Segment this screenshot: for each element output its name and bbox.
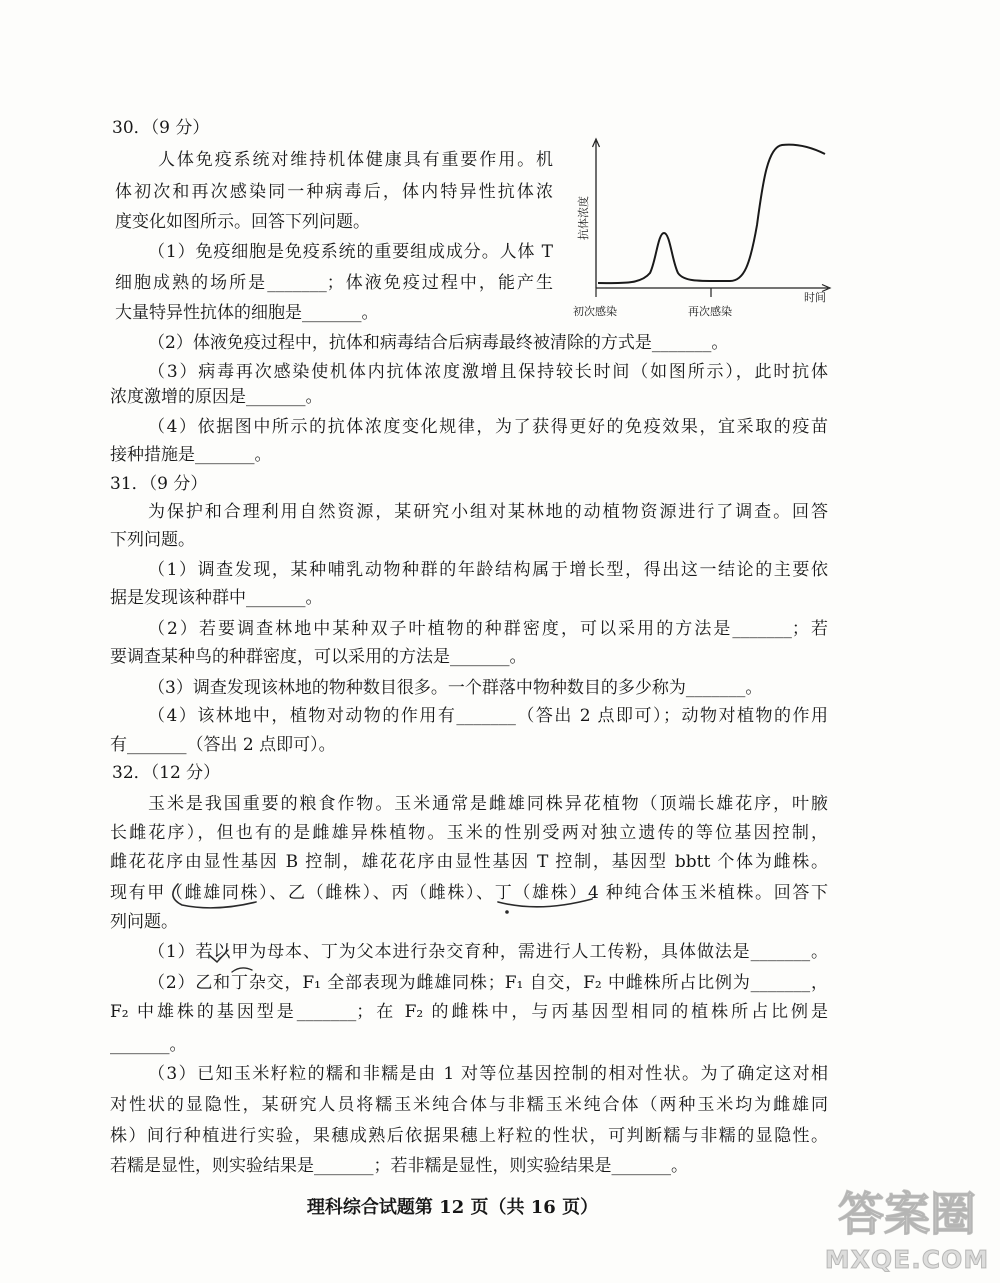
- q32-line-10: （3）已知玉米籽粒的糯和非糯是由 1 对等位基因控制的相对性状。为了确定这对相: [148, 1064, 828, 1084]
- q32-line-6: （1）若以甲为母本、丁为父本进行杂交育种，需进行人工传粉，具体做法是_______。: [148, 942, 828, 962]
- q31-number: 31．（9 分）: [110, 474, 208, 494]
- q30-line-1: 人体免疫系统对维持机体健康具有重要作用。机: [158, 150, 553, 170]
- y-axis-label: 抗体浓度: [577, 196, 590, 240]
- q30-line-3: 度变化如图所示。回答下列问题。: [115, 212, 370, 232]
- q30-line-2: 体初次和再次感染同一种病毒后，体内特异性抗体浓: [115, 182, 553, 202]
- q30-line-4: （1）免疫细胞是免疫系统的重要组成成分。人体 T: [148, 242, 553, 262]
- q30-line-7: （2）体液免疫过程中，抗体和病毒结合后病毒最终被清除的方式是_______。: [148, 333, 729, 353]
- antibody-concentration-figure: [560, 135, 835, 330]
- q32-line-3: 雌花花序由显性基因 B 控制，雄花花序由显性基因 T 控制，基因型 bbtt 个体为雌株。: [110, 852, 828, 872]
- second-infection-label: 再次感染: [688, 305, 732, 318]
- q32-line-1: 玉米是我国重要的粮食作物。玉米通常是雌雄同株异花植物（顶端长雄花序，叶腋: [148, 794, 828, 814]
- q31-line-7: （3）调查发现该林地的物种数目很多。一个群落中物种数目的多少称为_______。: [148, 678, 763, 698]
- q31-line-1: 为保护和合理利用自然资源，某研究小组对某林地的动植物资源进行了调查。回答: [148, 502, 828, 522]
- q32-line-7: （2）乙和丁杂交，F₁ 全部表现为雌雄同株；F₁ 自交，F₂ 中雌株所占比例为_______，: [148, 973, 828, 993]
- watermark-logo: 答案圈: [838, 1187, 976, 1241]
- q32-line-12: 株）间行种植进行实验，果穗成熟后依据果穗上籽粒的性状，可判断糯与非糯的显隐性。: [110, 1126, 828, 1146]
- q30-line-9: 浓度激增的原因是_______。: [110, 387, 323, 407]
- q32-line-4: 现有甲（雌雄同株）、乙（雌株）、丙（雌株）、丁（雄株）4 种纯合体玉米植株。回答下: [110, 883, 828, 903]
- q30-number: 30．（9 分）: [112, 118, 210, 138]
- q30-line-8: （3）病毒再次感染使机体内抗体浓度激增且保持较长时间（如图所示），此时抗体: [148, 362, 828, 382]
- q32-number: 32．（12 分）: [112, 763, 221, 783]
- q31-line-4: 据是发现该种群中_______。: [110, 588, 323, 608]
- q32-line-9: _______。: [110, 1035, 187, 1055]
- q30-line-11: 接种措施是_______。: [110, 445, 272, 465]
- x-axis-label: 时间: [804, 291, 826, 304]
- q32-line-2: 长雌花序），但也有的是雌雄异株植物。玉米的性别受两对独立遗传的等位基因控制，: [110, 823, 828, 843]
- q31-line-9: 有_______（答出 2 点即可）。: [110, 735, 336, 755]
- q32-line-8: F₂ 中雄株的基因型是_______；在 F₂ 的雌株中，与丙基因型相同的植株所占比例是: [110, 1002, 828, 1022]
- page-footer: 理科综合试题第 12 页（共 16 页）: [306, 1197, 599, 1218]
- q31-line-3: （1）调查发现，某种哺乳动物种群的年龄结构属于增长型，得出这一结论的主要依: [148, 560, 828, 580]
- q30-line-6: 大量特异性抗体的细胞是_______。: [115, 303, 379, 323]
- q32-line-11: 对性状的显隐性，某研究人员将糯玉米纯合体与非糯玉米纯合体（两种玉米均为雌雄同: [110, 1095, 828, 1115]
- watermark-site: MXQE.COM: [824, 1245, 990, 1274]
- q31-line-6: 要调查某种鸟的种群密度，可以采用的方法是_______。: [110, 647, 527, 667]
- handwritten-dot-mark: [505, 910, 509, 914]
- q30-line-5: 细胞成熟的场所是_______；体液免疫过程中，能产生: [115, 273, 553, 293]
- first-infection-label: 初次感染: [573, 305, 617, 318]
- q32-line-5: 列问题。: [110, 912, 178, 932]
- antibody-curve: [598, 145, 825, 284]
- q31-line-2: 下列问题。: [110, 530, 195, 550]
- q30-line-10: （4）依据图中所示的抗体浓度变化规律，为了获得更好的免疫效果，宜采取的疫苗: [148, 417, 828, 437]
- q31-line-8: （4）该林地中，植物对动物的作用有_______（答出 2 点即可）；动物对植物的作用: [148, 706, 828, 726]
- q32-line-13: 若糯是显性，则实验结果是_______；若非糯是显性，则实验结果是_______。: [110, 1156, 688, 1176]
- q31-line-5: （2）若要调查林地中某种双子叶植物的种群密度，可以采用的方法是_______；若: [148, 619, 828, 639]
